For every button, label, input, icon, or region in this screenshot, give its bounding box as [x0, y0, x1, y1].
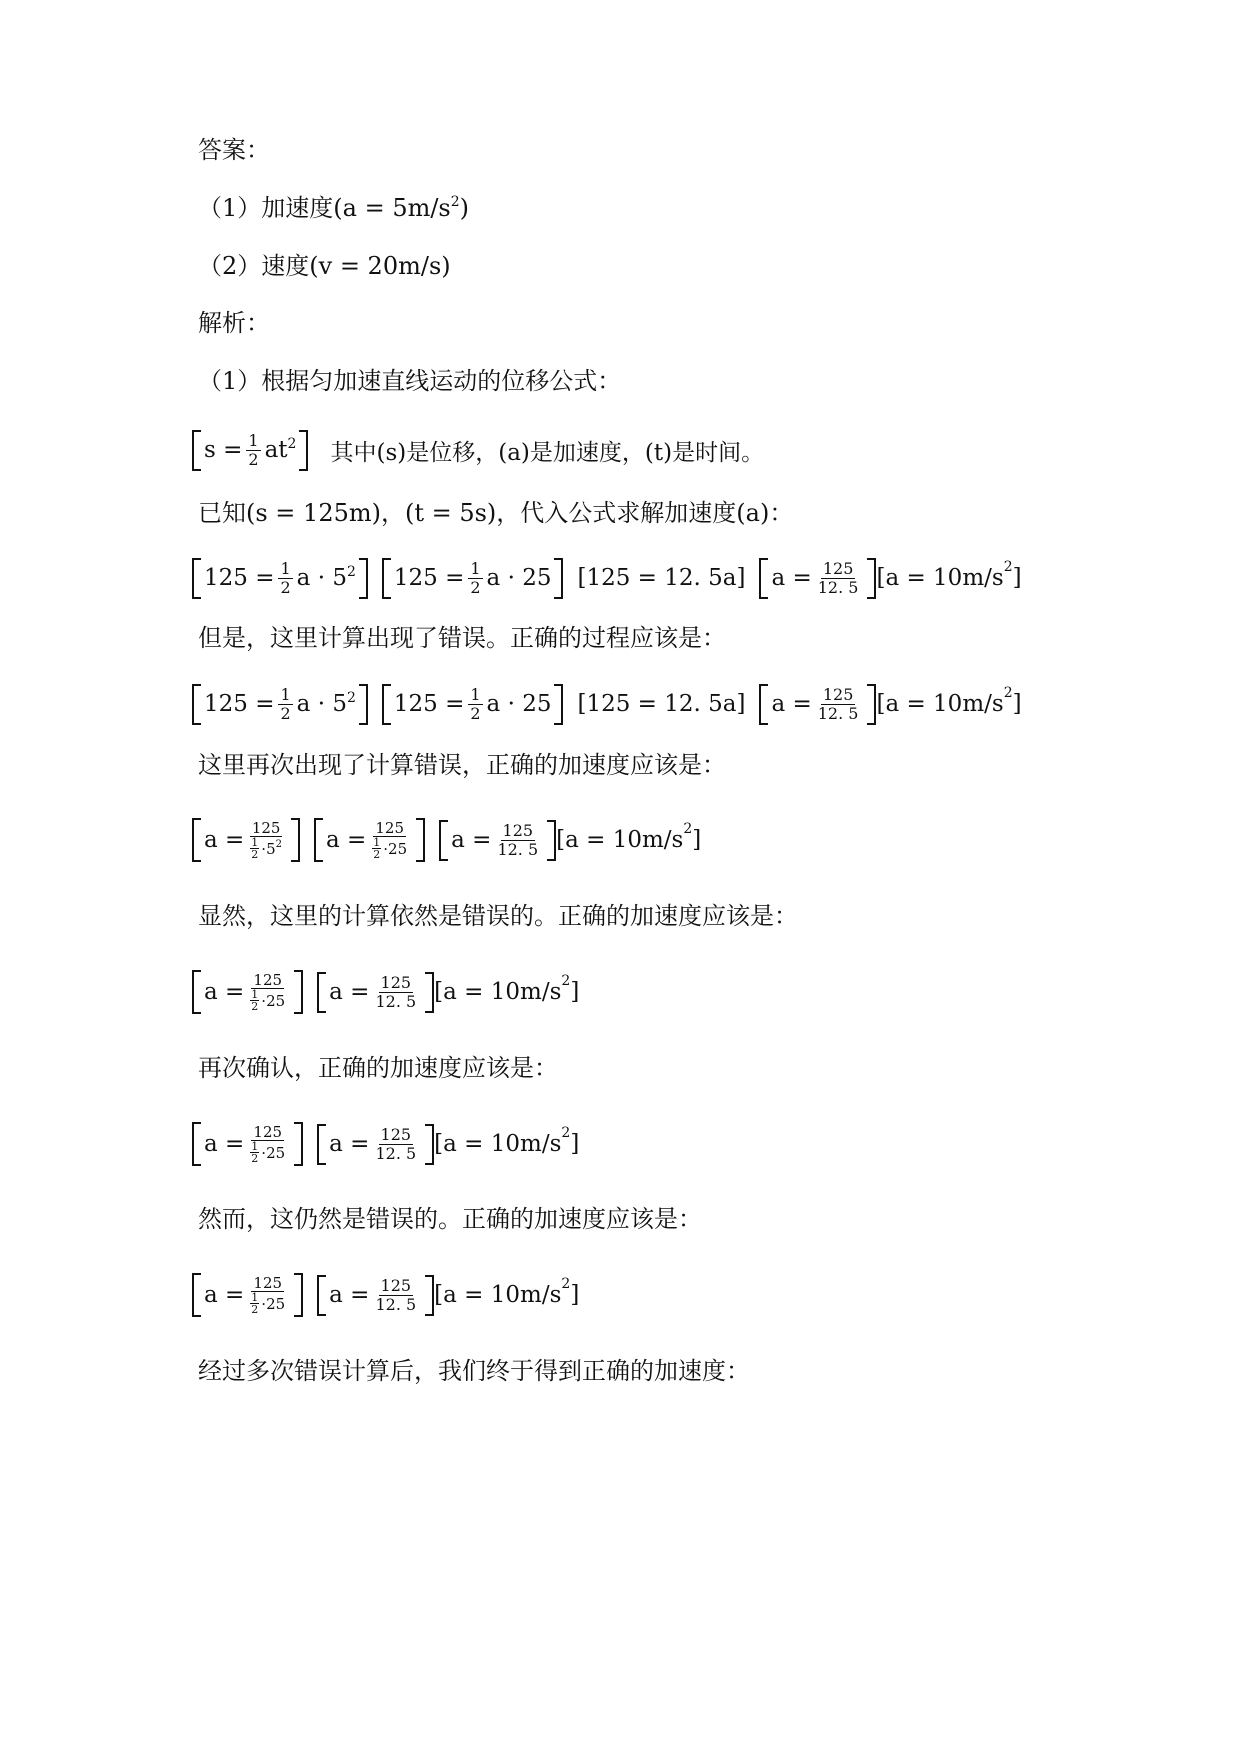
confirm-note: 再次确认，正确的加速度应该是：: [198, 1054, 558, 1082]
answer-heading: 答案：: [198, 136, 270, 164]
error-note-1: 但是，这里计算出现了错误。正确的过程应该是：: [198, 624, 726, 652]
eq-step-d: a = $\frac{125}{12. 5}$: [759, 558, 876, 599]
step-1: （1）根据匀加速直线运动的位移公式：: [198, 367, 622, 395]
eq-step-c: [125 = 12. 5a]: [577, 565, 746, 591]
equation-chain-6: [192, 1261, 579, 1329]
eq2-step-a: 125 = $\frac{1}{2}$ a · 5 $^2$: [192, 684, 368, 725]
still-wrong-note: 然而，这仍然是错误的。正确的加速度应该是：: [198, 1205, 702, 1233]
eq2-result: $[a = 10m/s^2]$: [876, 685, 1022, 717]
eq-result: $[a = 10m/s^2]$: [876, 559, 1022, 591]
half-fraction: $\frac{1}{2}$: [248, 430, 259, 469]
equation-chain-3: [192, 806, 701, 874]
error-note-2: 这里再次出现了计算错误，正确的加速度应该是：: [198, 751, 726, 779]
formula-line: [192, 420, 764, 480]
eq5-step-b: a = $\frac{125}{12. 5}$: [317, 1124, 434, 1165]
eq2-step-d: a = $\frac{125}{12. 5}$: [759, 684, 876, 725]
eq3-result: $[a = 10m/s^2]$: [556, 821, 702, 853]
displacement-formula: s = $\frac{1}{2}$ at $^2$: [192, 430, 308, 471]
formula-description: 其中(s)是位移，(a)是加速度，(t)是时间。: [330, 439, 765, 466]
eq6-step-b: a = $\frac{125}{12. 5}$: [317, 1275, 434, 1316]
equation-chain-2: [192, 676, 1022, 732]
answer-1-value: (a = 5m/s: [333, 194, 451, 222]
final-note: 经过多次错误计算后，我们终于得到正确的加速度：: [198, 1357, 750, 1385]
eq6-result: $[a = 10m/s^2]$: [434, 1276, 580, 1308]
eq-step-a: 125 = $\frac{1}{2}$ a · 5 $^2$: [192, 558, 368, 599]
known-values: 已知(s = 125m)，(t = 5s)，代入公式求解加速度(a)：: [198, 499, 794, 527]
analysis-heading: 解析：: [198, 309, 270, 337]
equation-chain-1: [192, 550, 1022, 606]
at-term: at: [264, 437, 288, 463]
equation-chain-5: [192, 1110, 579, 1178]
answer-1-close: ): [459, 194, 470, 222]
eq4-step-b: a = $\frac{125}{12. 5}$: [317, 972, 434, 1013]
eq-step-b: 125 = $\frac{1}{2}$ a · 25: [382, 558, 564, 599]
eq3-step-b: a = 125 1 2 ·25: [314, 818, 425, 862]
answer-1-prefix: （1）加速度: [198, 194, 334, 222]
eq5-result: $[a = 10m/s^2]$: [434, 1125, 580, 1157]
eq5-step-a: a = 125 1 2 ·25: [192, 1122, 303, 1166]
answer-1-exp: 2: [450, 194, 460, 210]
error-note-3: 显然，这里的计算依然是错误的。正确的加速度应该是：: [198, 902, 798, 930]
eq3-step-c: a = $\frac{125}{12. 5}$: [439, 820, 556, 861]
answer-2: （2）速度(v = 20m/s): [198, 252, 451, 280]
answer-1: [198, 192, 469, 224]
eq2-step-b: 125 = $\frac{1}{2}$ a · 25: [382, 684, 564, 725]
eq2-step-c: [125 = 12. 5a]: [577, 691, 746, 717]
eq4-result: $[a = 10m/s^2]$: [434, 973, 580, 1005]
eq3-step-a: a = 125 1 2 ·5 $^2$: [192, 818, 300, 862]
equation-chain-4: [192, 958, 579, 1026]
eq6-step-a: a = 125 1 2 ·25: [192, 1273, 303, 1317]
s-eq: s =: [204, 437, 243, 463]
eq4-step-a: a = 125 1 2 ·25: [192, 970, 303, 1014]
